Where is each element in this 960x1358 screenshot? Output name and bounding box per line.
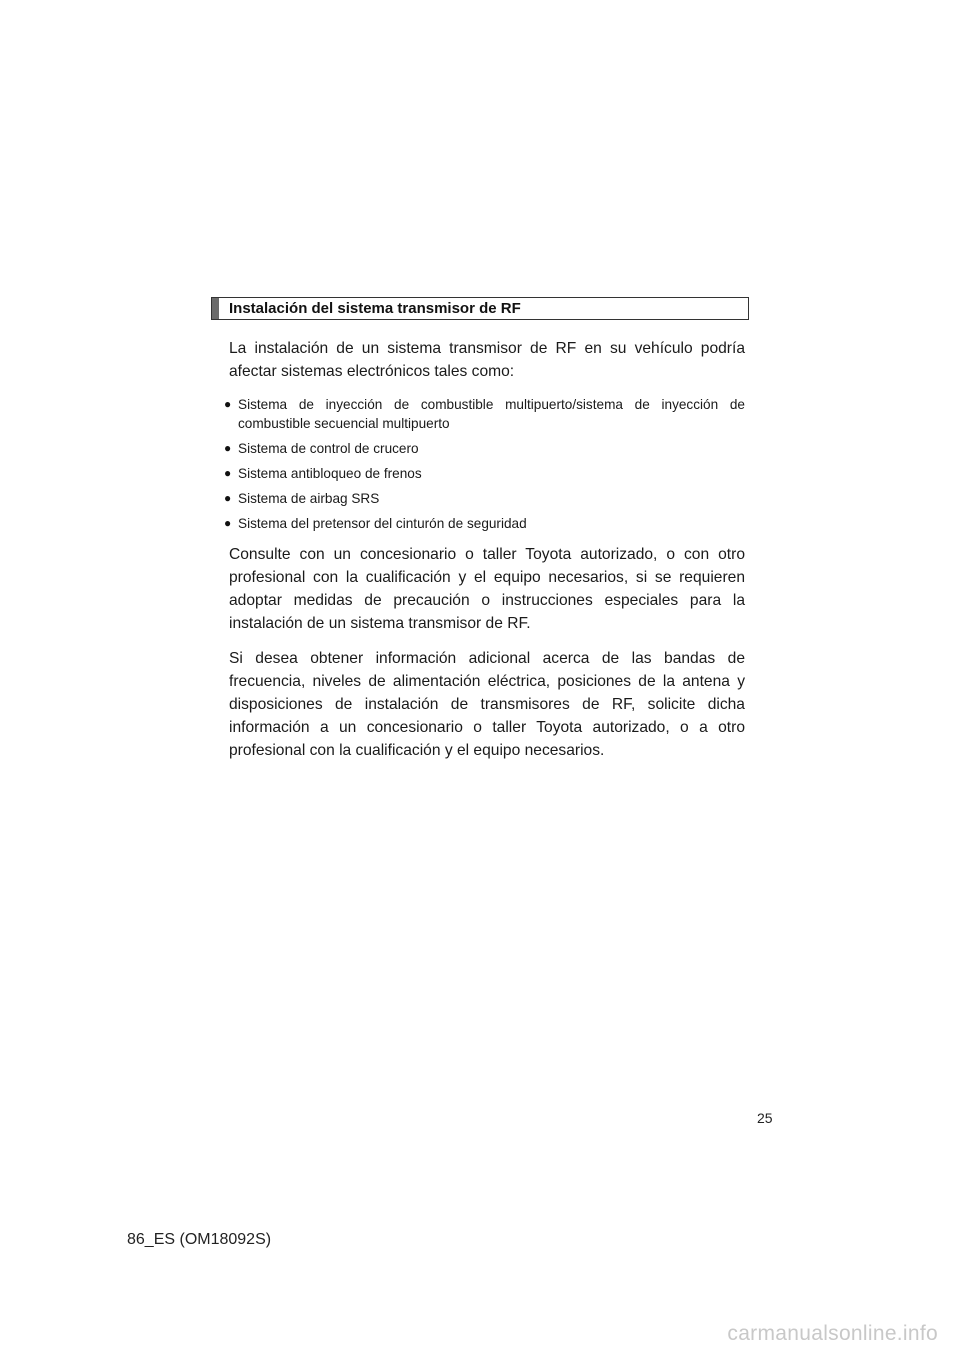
intro-paragraph: La instalación de un sistema transmisor de RF en su vehículo podría afectar sistemas electrónicos tales como:: [229, 340, 745, 380]
list-item: [224, 489, 745, 508]
section-header: [211, 297, 749, 320]
list-item: [224, 464, 745, 483]
bullet-text: Sistema de control de crucero: [238, 441, 419, 456]
section-title: Instalación del sistema transmisor de RF: [229, 300, 521, 317]
bullet-list: [224, 395, 745, 533]
list-item: [224, 395, 745, 433]
bullet-text: Sistema del pretensor del cinturón de seguridad: [238, 516, 527, 531]
section-header-bar: [212, 298, 219, 319]
list-item: [224, 514, 745, 533]
content-body: [224, 337, 745, 762]
page-number: 25: [757, 1110, 773, 1126]
list-item: [224, 439, 745, 458]
footer-code: 86_ES (OM18092S): [127, 1231, 272, 1248]
bullet-icon: ●: [224, 397, 232, 411]
info-paragraph: Si desea obtener información adicional acerca de las bandas de frecuencia, niveles de alimentación eléctrica, posiciones de la antena y disposiciones de instalación de transmisores de RF, solicite dicha información a un concesionario o taller Toyota autorizado, o a otro profesional con la cualificación y el equipo necesarios.: [229, 650, 745, 759]
bullet-icon: ●: [224, 441, 232, 455]
bullet-icon: ●: [224, 516, 232, 530]
bullet-icon: ●: [224, 491, 232, 505]
bullet-text: Sistema antibloqueo de frenos: [238, 466, 422, 481]
watermark-link[interactable]: carmanualsonline.info: [727, 1322, 938, 1345]
bullet-text: Sistema de airbag SRS: [238, 491, 380, 506]
consult-paragraph: Consulte con un concesionario o taller Toyota autorizado, o con otro profesional con la cualificación y el equipo necesarios, si se requieren adoptar medidas de precaución o instrucciones especiales para la instalación de un sistema transmisor de RF.: [229, 546, 745, 632]
bullet-icon: ●: [224, 466, 232, 480]
bullet-text: Sistema de inyección de combustible multipuerto/sistema de inyección de combustible secuencial multipuerto: [238, 397, 745, 431]
